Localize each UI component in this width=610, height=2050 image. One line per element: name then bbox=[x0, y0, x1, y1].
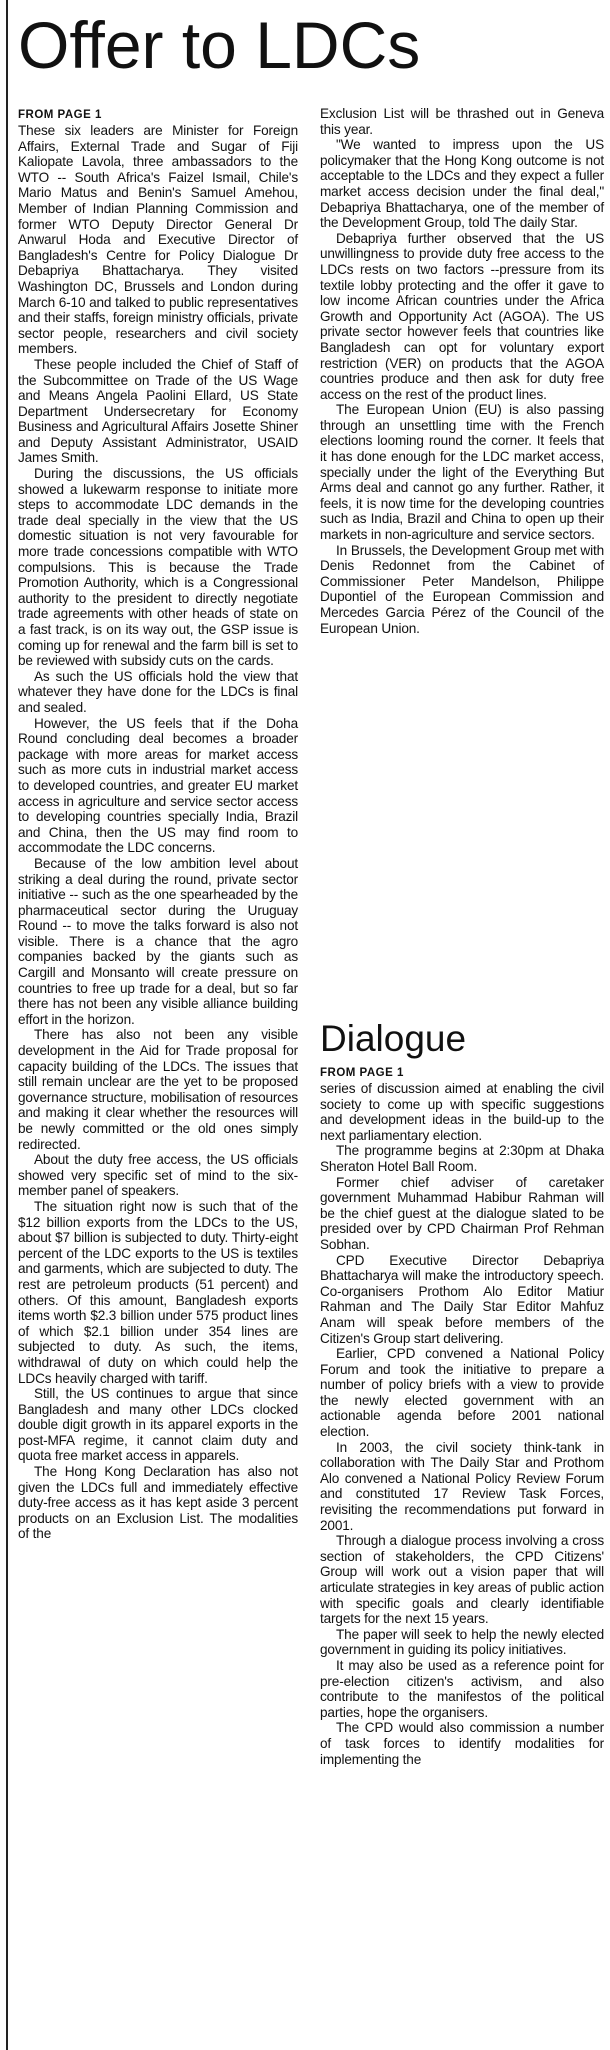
column-rule bbox=[6, 0, 8, 2050]
offer-continued-paragraph: Debapriya further observed that the US unwillingness to provide duty free access to the LDCs rests on two factors --pressure from its textile lobby protecting and the offer it gave to low income African countries under the Africa Growth and Opportunity Act (AGOA). The US private sector however feels that countries like Bangladesh can opt for voluntary export restriction (VER) on products that the AGOA countries produce and then ask for duty free access on the rest of the product lines. bbox=[320, 230, 604, 402]
dialogue-paragraph: The CPD would also commission a number of task forces to identify modalities for implementing the bbox=[320, 1720, 604, 1767]
dialogue-paragraph: CPD Executive Director Debapriya Bhattacharya will make the introductory speech. Co-organisers Prothom Alo Editor Matiur Rahman and The Daily Star Editor Mahfuz Anam will speak before members of the Citizen's Group start delivering. bbox=[320, 1252, 604, 1346]
dialogue-headline: Dialogue bbox=[320, 1018, 467, 1059]
offer-paragraph: During the discussions, the US officials showed a lukewarm response to initiate more steps to accommodate LDC demands in the trade deal specially in the view that the US domestic situation is not very favourable for more trade concessions compatible with WTO compulsions. This is because the Trade Promotion Authority, which is a Congressional authority to the president to directly negotiate trade agreements with other heads of state on a fast track, is on its way out, the GSP issue is coming up for renewal and the farm bill is set to be reviewed with subsidy cuts on the cards. bbox=[18, 466, 298, 669]
offer-paragraph: There has also not been any visible development in the Aid for Trade proposal for capacity building of the LDCs. The issues that still remain unclear are the yet to be proposed governance structure, mobilisation of resources and making it clear whether the resources will be newly committed or the old ones simply redirected. bbox=[18, 1027, 298, 1152]
offer-paragraph: As such the US officials hold the view that whatever they have done for the LDCs is final and sealed. bbox=[18, 668, 298, 715]
offer-body bbox=[18, 123, 298, 1542]
offer-paragraph: The situation right now is such that of the $12 billion exports from the LDCs to the US, about $7 billion is subjected to duty. Thirty-eight percent of the LDC exports to the US is textiles and garments, which are subjected to duty. The rest are petroleum products (51 percent) and others. Of this amount, Bangladesh exports items worth $2.3 billion under 575 product lines of which $2.1 billion under 354 lines are subjected to duty. As such, the items, withdrawal of duty on which could help the LDCs heavily charged with tariff. bbox=[18, 1198, 298, 1386]
dialogue-paragraph: Former chief adviser of caretaker government Muhammad Habibur Rahman will be the chief guest at the dialogue slated to be presided over by CPD Chairman Prof Rehman Sobhan. bbox=[320, 1174, 604, 1252]
offer-from-page: FROM PAGE 1 bbox=[18, 109, 102, 121]
offer-continued-paragraph: The European Union (EU) is also passing through an unsettling time with the French elections looming round the corner. It feels that it has done enough for the LDC market access, specially under the light of the Everything But Arms deal and cannot go any further. Rather, it feels, it is now time for the developing countries such as India, Brazil and China to open up their markets in non-agriculture and service sectors. bbox=[320, 402, 604, 543]
dialogue-paragraph: The paper will seek to help the newly elected government in guiding its policy initiatives. bbox=[320, 1626, 604, 1658]
offer-paragraph: About the duty free access, the US officials showed very specific set of mind to the six-member panel of speakers. bbox=[18, 1152, 298, 1199]
offer-continued-paragraph: In Brussels, the Development Group met with Denis Redonnet from the Cabinet of Commissioner Peter Mandelson, Philippe Dupontiel of the European Commission and Mercedes Garcia Pérez of the Council of the European Union. bbox=[320, 542, 604, 636]
dialogue-article bbox=[320, 1020, 604, 1767]
offer-paragraph: Still, the US continues to argue that since Bangladesh and many other LDCs clocked double digit growth in its apparel exports in the post-MFA regime, it cannot claim duty and quota free market access in apparels. bbox=[18, 1386, 298, 1464]
dialogue-body bbox=[320, 1081, 604, 1767]
offer-paragraph: However, the US feels that if the Doha Round concluding deal becomes a broader package with more areas for market access such as more cuts in industrial market access to developed countries, and greater EU market access in agriculture and service sector access to developing countries specially India, Brazil and China, then the US may find room to accommodate the LDC concerns. bbox=[18, 715, 298, 856]
offer-paragraph: These people included the Chief of Staff of the Subcommittee on Trade of the US Wage and Means Angela Paolini Ellard, US State Department Undersecretary for Economy Business and Agricultural Affairs Josette Shiner and Deputy Assistant Administrator, USAID James Smith. bbox=[18, 356, 298, 466]
right-column bbox=[320, 0, 604, 2050]
offer-paragraph: Because of the low ambition level about striking a deal during the round, private sector initiative -- such as the one spearheaded by the pharmaceutical sector during the Uruguay Round -- to move the talks forward is also not visible. There is a chance that the agro companies backed by the giants such as Cargill and Monsanto will create pressure on countries to free up trade for a deal, but so far there has not been any visible alliance building effort in the horizon. bbox=[18, 855, 298, 1027]
offer-continued-paragraph: Exclusion List will be thrashed out in Geneva this year. bbox=[320, 106, 604, 137]
offer-headline: Offer to LDCs bbox=[18, 8, 421, 82]
dialogue-paragraph: It may also be used as a reference point for pre-election citizen's activism, and also contribute to the manifestos of the political parties, hope the organisers. bbox=[320, 1657, 604, 1720]
offer-paragraph: These six leaders are Minister for Foreign Affairs, External Trade and Sugar of Fiji Kaliopate Lavola, three ambassadors to the WTO -- South Africa's Faizel Ismail, Chile's Mario Matus and Benin's Samuel Amehou, Member of Indian Planning Commission and former WTO Deputy Director General Dr Anwarul Hoda and Executive Director of Bangladesh's Centre for Policy Dialogue Dr Debapriya Bhattacharya. They visited Washington DC, Brussels and London during March 6-10 and talked to public representatives and their staffs, foreign ministry officials, private sector people, researchers and civil society members. bbox=[18, 123, 298, 357]
dialogue-paragraph: In 2003, the civil society think-tank in collaboration with The Daily Star and Prothom Alo convened a National Policy Review Forum and constituted 17 Review Task Forces, revisiting the recommendations put forward in 2001. bbox=[320, 1439, 604, 1533]
offer-continued-body bbox=[320, 0, 604, 636]
offer-paragraph: The Hong Kong Declaration has also not given the LDCs full and immediately effective duty-free access as it has kept aside 3 percent products on an Exclusion List. The modalities of the bbox=[18, 1464, 298, 1542]
dialogue-paragraph: The programme begins at 2:30pm at Dhaka Sheraton Hotel Ball Room. bbox=[320, 1143, 604, 1174]
dialogue-paragraph: series of discussion aimed at enabling the civil society to come up with specific suggestions and development ideas in the build-up to the next parliamentary election. bbox=[320, 1081, 604, 1143]
offer-continued-paragraph: "We wanted to impress upon the US policymaker that the Hong Kong outcome is not acceptable to the LDCs and they expect a fuller market access decision under the final deal," Debapriya Bhattacharya, one of the member of the Development Group, told The daily Star. bbox=[320, 137, 604, 231]
dialogue-paragraph: Through a dialogue process involving a cross section of stakeholders, the CPD Citizens' Group will work out a vision paper that will articulate strategies in key areas of public action with specific goals and clearly identifiable targets for the next 15 years. bbox=[320, 1533, 604, 1627]
left-column bbox=[18, 0, 421, 2050]
dialogue-paragraph: Earlier, CPD convened a National Policy Forum and took the initiative to prepare a number of policy briefs with a view to provide the newly elected government with an actionable agenda before 2001 national election. bbox=[320, 1346, 604, 1440]
dialogue-from-page: FROM PAGE 1 bbox=[320, 1067, 404, 1079]
